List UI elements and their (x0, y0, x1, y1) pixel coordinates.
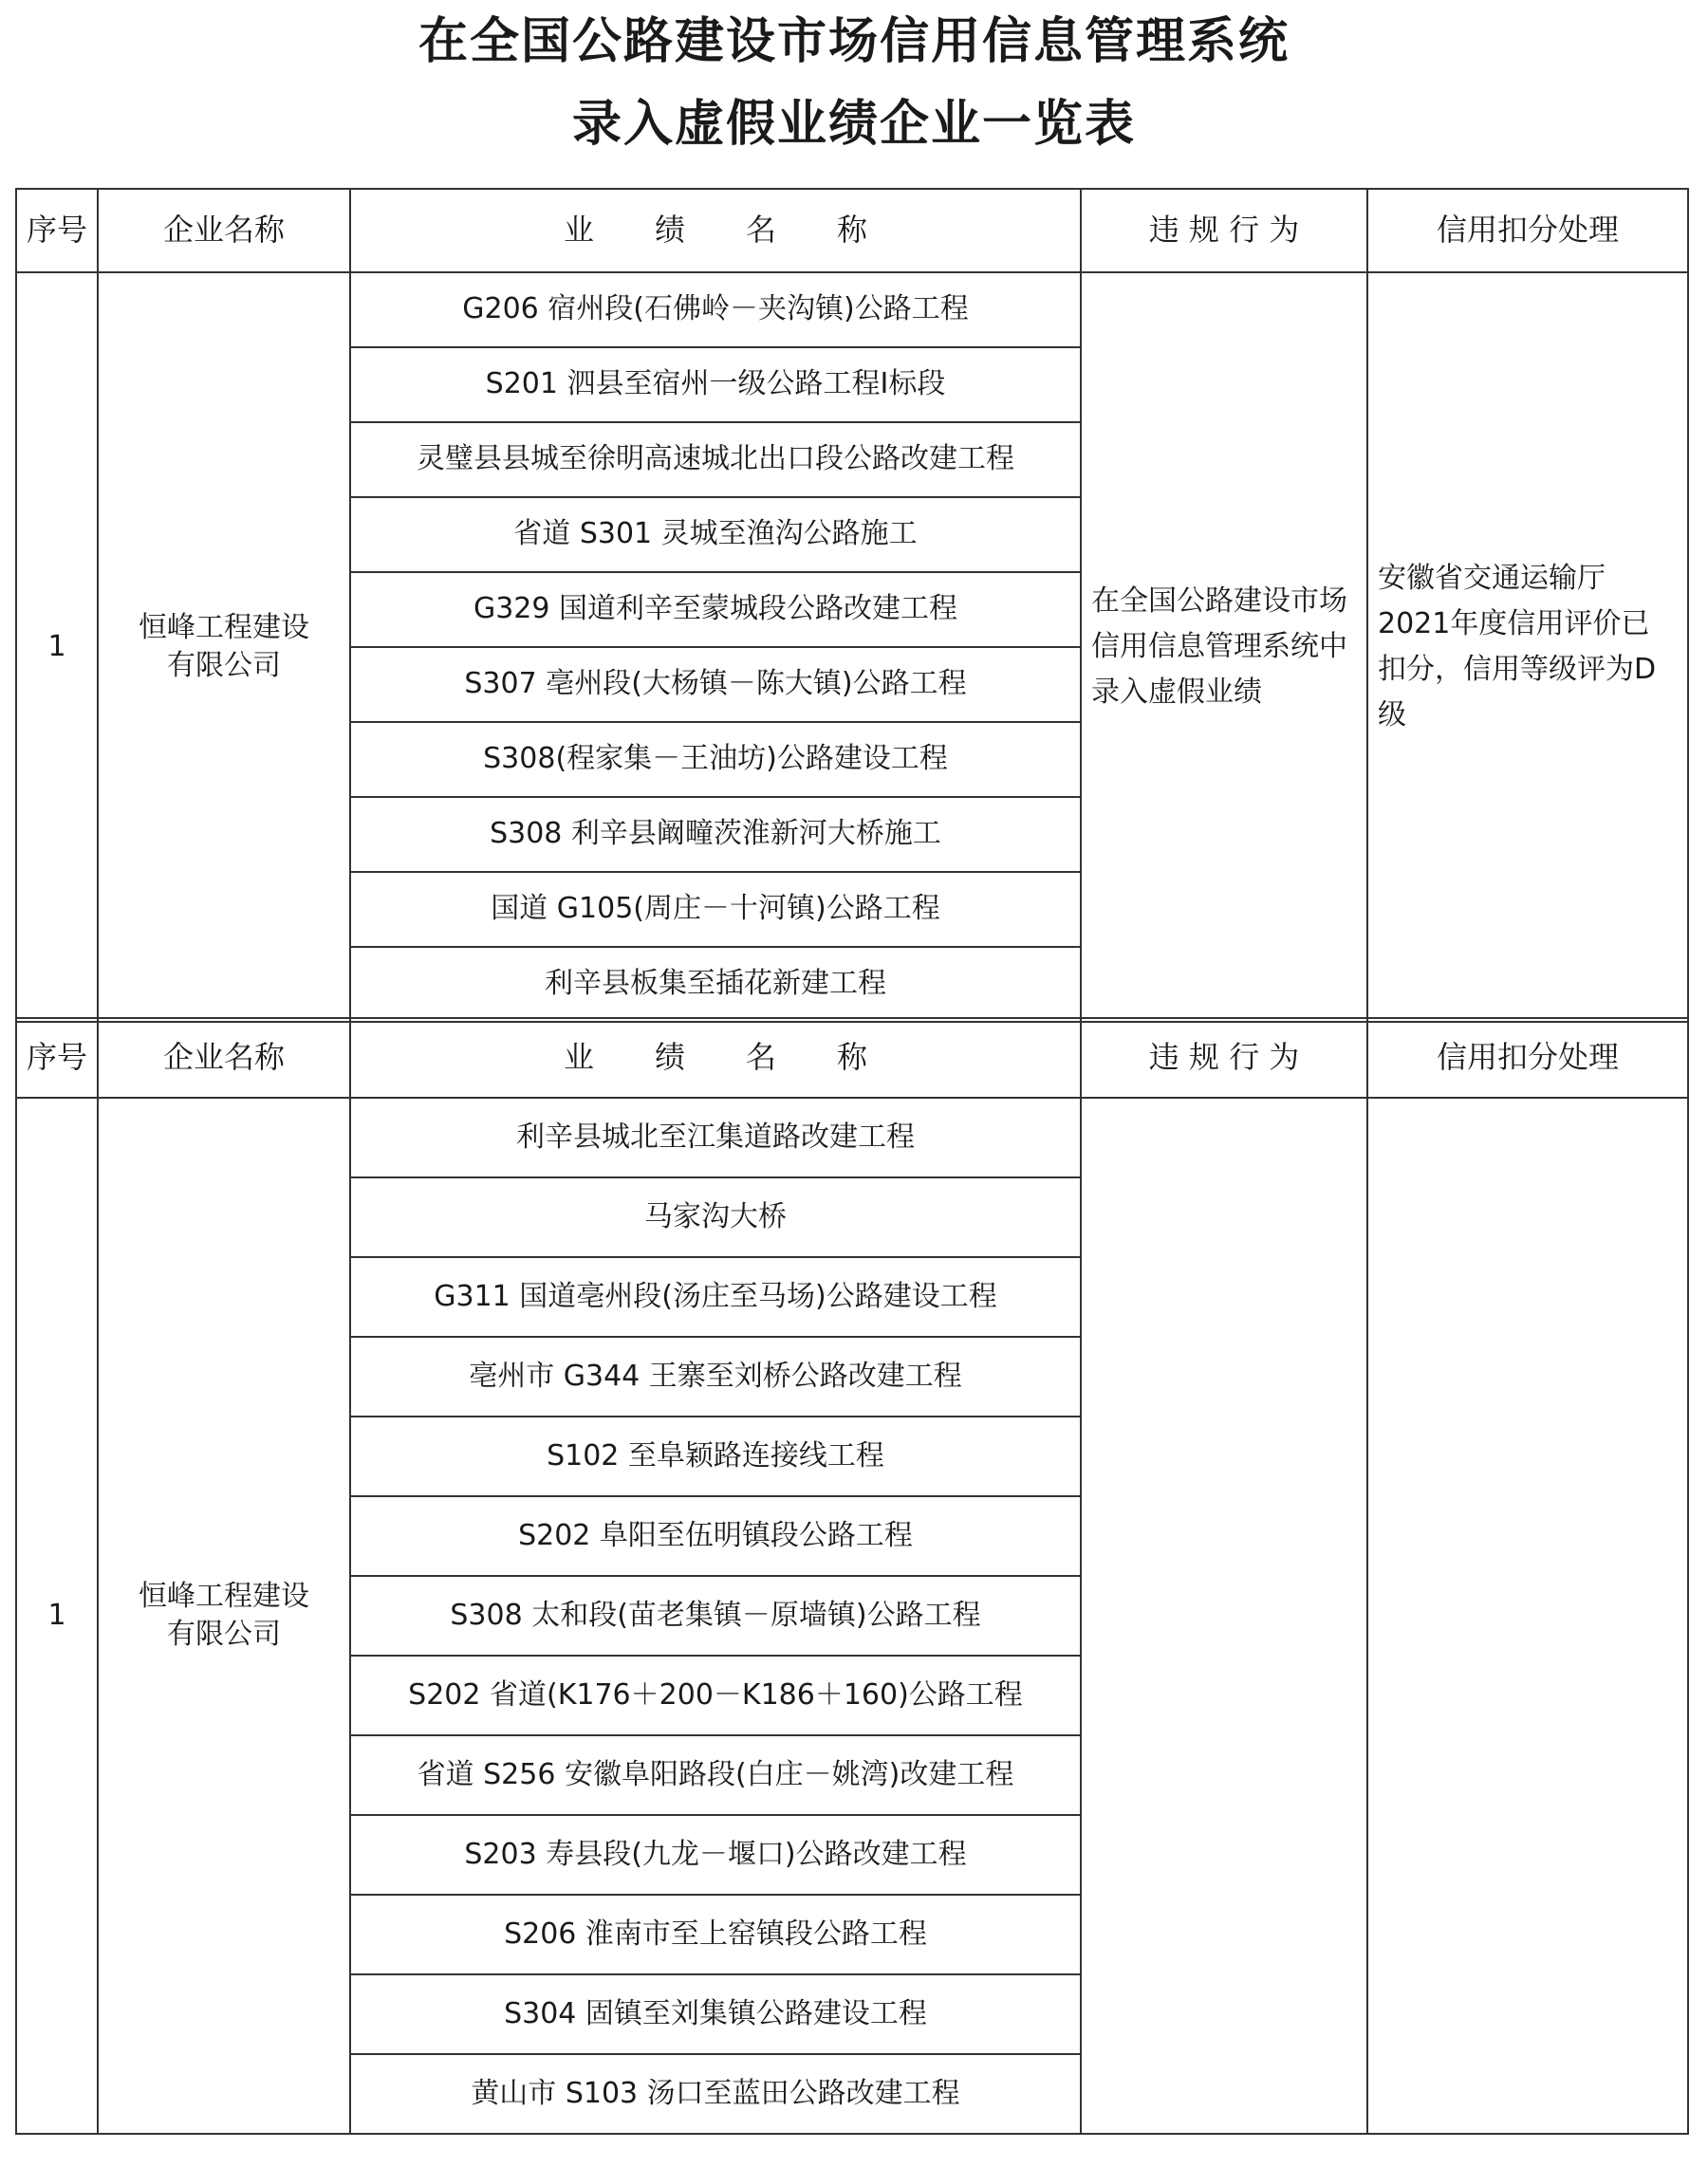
project-name: 灵璧县县城至徐明高速城北出口段公路改建工程 (350, 422, 1081, 497)
project-name: S308 利辛县阚疃茨淮新河大桥施工 (350, 797, 1081, 872)
project-name: S308 太和段(苗老集镇－原墙镇)公路工程 (350, 1576, 1081, 1656)
header-violation: 违 规 行 为 (1081, 189, 1367, 272)
header-penalty: 信用扣分处理 (1367, 1018, 1688, 1098)
company-name: 恒峰工程建设有限公司 (98, 1098, 350, 2134)
project-name: S201 泗县至宿州一级公路工程Ⅰ标段 (350, 347, 1081, 422)
header-violation: 违 规 行 为 (1081, 1018, 1367, 1098)
project-name: 亳州市 G344 王寨至刘桥公路改建工程 (350, 1337, 1081, 1417)
project-name: 国道 G105(周庄－十河镇)公路工程 (350, 872, 1081, 947)
seq-cell: 1 (16, 272, 98, 1022)
project-name: G206 宿州段(石佛岭－夹沟镇)公路工程 (350, 272, 1081, 347)
header-company: 企业名称 (98, 189, 350, 272)
project-name: S202 省道(K176＋200－K186＋160)公路工程 (350, 1656, 1081, 1735)
table-section-2 (15, 1017, 1689, 2135)
project-name: G311 国道亳州段(汤庄至马场)公路建设工程 (350, 1257, 1081, 1337)
document-title-line2: 录入虚假业绩企业一览表 (571, 96, 1136, 153)
project-name: G329 国道利辛至蒙城段公路改建工程 (350, 572, 1081, 647)
seq-cell: 1 (16, 1098, 98, 2134)
document-title-line1: 在全国公路建设市场信用信息管理系统 (418, 13, 1290, 70)
project-name: S304 固镇至刘集镇公路建设工程 (350, 1974, 1081, 2054)
project-name: 省道 S301 灵城至渔沟公路施工 (350, 497, 1081, 572)
project-name: S202 阜阳至伍明镇段公路工程 (350, 1496, 1081, 1576)
header-project: 业 绩 名 称 (350, 189, 1081, 272)
project-name: 马家沟大桥 (350, 1177, 1081, 1257)
project-name: S308(程家集－王油坊)公路建设工程 (350, 722, 1081, 797)
project-name: 省道 S256 安徽阜阳路段(白庄－姚湾)改建工程 (350, 1735, 1081, 1815)
violation-text (1081, 1098, 1367, 2134)
project-name: 利辛县城北至江集道路改建工程 (350, 1098, 1081, 1177)
project-name: 黄山市 S103 汤口至蓝田公路改建工程 (350, 2054, 1081, 2134)
project-name: S102 至阜颖路连接线工程 (350, 1417, 1081, 1496)
penalty-text (1367, 1098, 1688, 2134)
header-project: 业 绩 名 称 (350, 1018, 1081, 1098)
project-name: S206 淮南市至上窑镇段公路工程 (350, 1895, 1081, 1974)
violation-text: 在全国公路建设市场信用信息管理系统中录入虚假业绩 (1081, 272, 1367, 1022)
project-name: 利辛县板集至插花新建工程 (350, 947, 1081, 1022)
table-section-1 (15, 188, 1689, 1023)
header-seq: 序号 (16, 189, 98, 272)
project-name: S307 亳州段(大杨镇－陈大镇)公路工程 (350, 647, 1081, 722)
project-name: S203 寿县段(九龙－堰口)公路改建工程 (350, 1815, 1081, 1895)
company-name: 恒峰工程建设有限公司 (98, 272, 350, 1022)
header-penalty: 信用扣分处理 (1367, 189, 1688, 272)
header-company: 企业名称 (98, 1018, 350, 1098)
penalty-text: 安徽省交通运输厅2021年度信用评价已扣分，信用等级评为D级 (1367, 272, 1688, 1022)
header-seq: 序号 (16, 1018, 98, 1098)
